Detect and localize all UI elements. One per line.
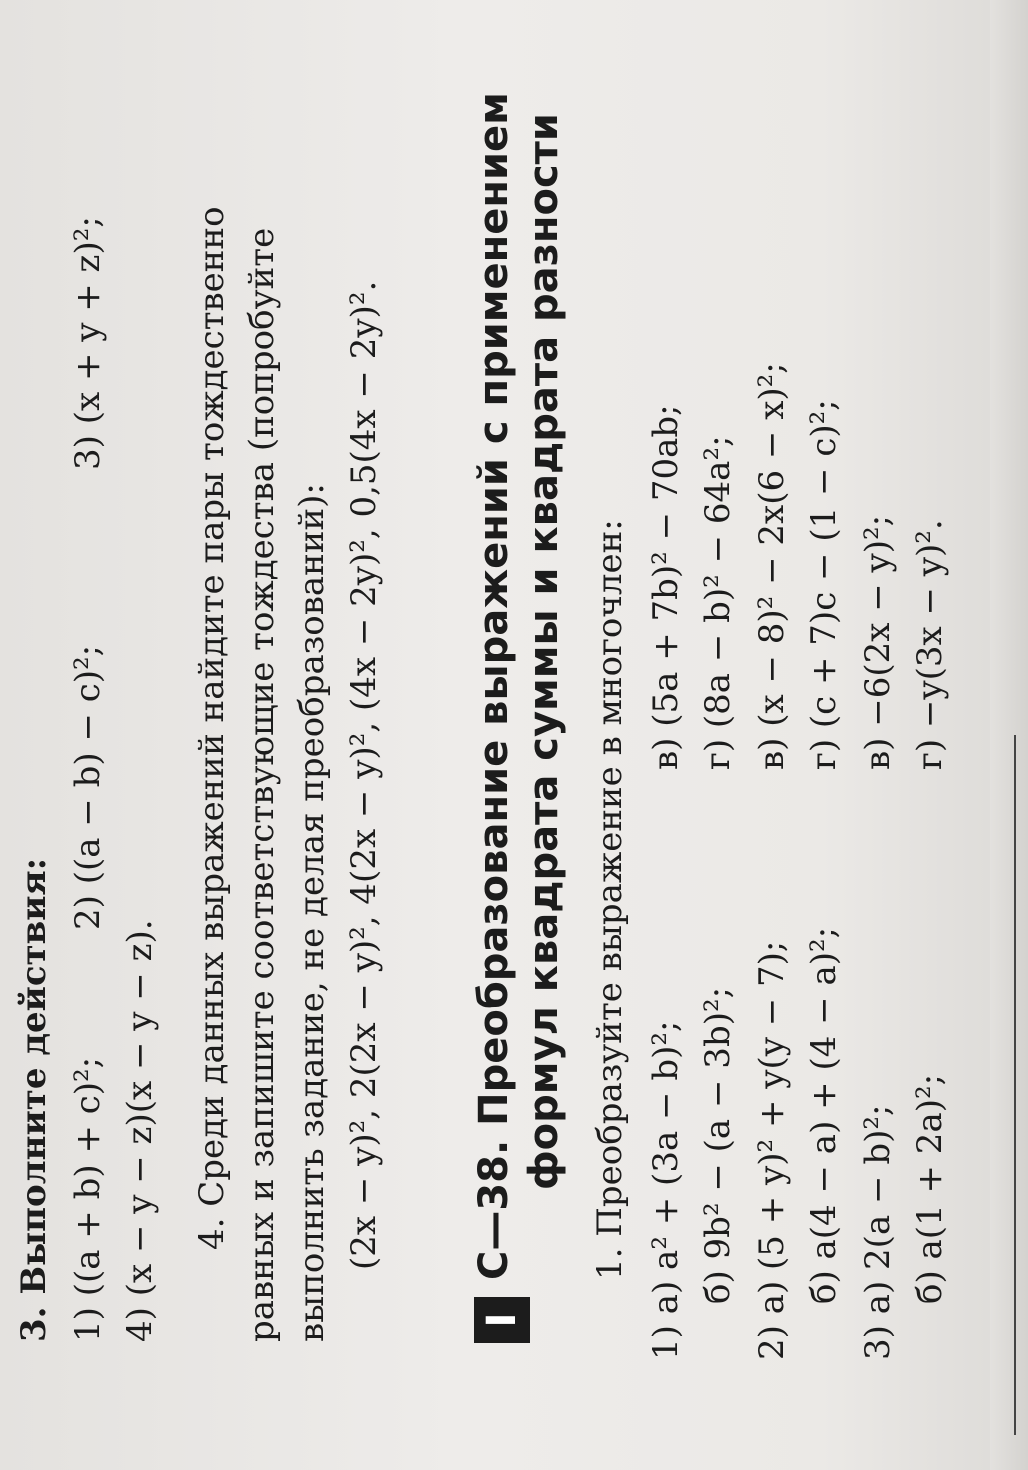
task1-g1v: в) (5a + 7b)² − 70ab; bbox=[646, 404, 686, 770]
task3-item4: 4) (x − y − z)(x − y − z). bbox=[120, 919, 160, 1342]
task4-expressions: (2x − y)², 2(2x − y)², 4(2x − y)², (4x − 2y)², 0,5(4x − 2y)². bbox=[344, 280, 384, 1270]
section-title-2: формул квадрата суммы и квадрата разности bbox=[521, 113, 567, 1190]
task1-g2g: г) (c + 7)c − (1 − c)²; bbox=[804, 399, 844, 770]
task1-g1g: г) (8a − b)² − 64a²; bbox=[698, 435, 738, 770]
task4-text-2: равных и запишите соответствующие тождества (попробуйте bbox=[242, 227, 282, 1342]
task1-g2v: в) (x − 8)² − 2x(6 − x)²; bbox=[752, 362, 792, 770]
section-title-1: С—38. Преобразование выражений с применением bbox=[471, 92, 517, 1280]
task1-g1a: 1) а) a² + (3a − b)²; bbox=[646, 1020, 686, 1360]
task1-g2b: б) a(4 − a) + (4 − a)²; bbox=[804, 926, 844, 1304]
task1-g3v: в) −6(2x − y)²; bbox=[858, 514, 898, 770]
task1-title: 1. Преобразуйте выражение в многочлен: bbox=[590, 519, 630, 1280]
task4-text-1: 4. Среди данных выражений найдите пары тождественно bbox=[192, 206, 232, 1250]
task4-text-3: выполнить задание, не делая преобразований): bbox=[292, 483, 332, 1342]
task1-g1b: б) 9b² − (a − 3b)²; bbox=[698, 986, 738, 1304]
task3-title: 3. Выполните действия: bbox=[14, 857, 54, 1342]
level-badge: I bbox=[474, 1297, 530, 1343]
task3-item1: 1) ((a + b) + c)²; bbox=[68, 1056, 108, 1342]
task3-item3: 3) (x + y + z)²; bbox=[68, 216, 108, 470]
task3-item2: 2) ((a − b) − c)²; bbox=[68, 644, 108, 930]
task1-g3g: г) −y(3x − y)². bbox=[910, 519, 950, 770]
task1-g3b: б) a(1 + 2a)²; bbox=[910, 1073, 950, 1304]
task1-g2a: 2) а) (5 + y)² + y(y − 7); bbox=[752, 940, 792, 1360]
task1-g3a: 3) а) 2(a − b)²; bbox=[858, 1104, 898, 1360]
